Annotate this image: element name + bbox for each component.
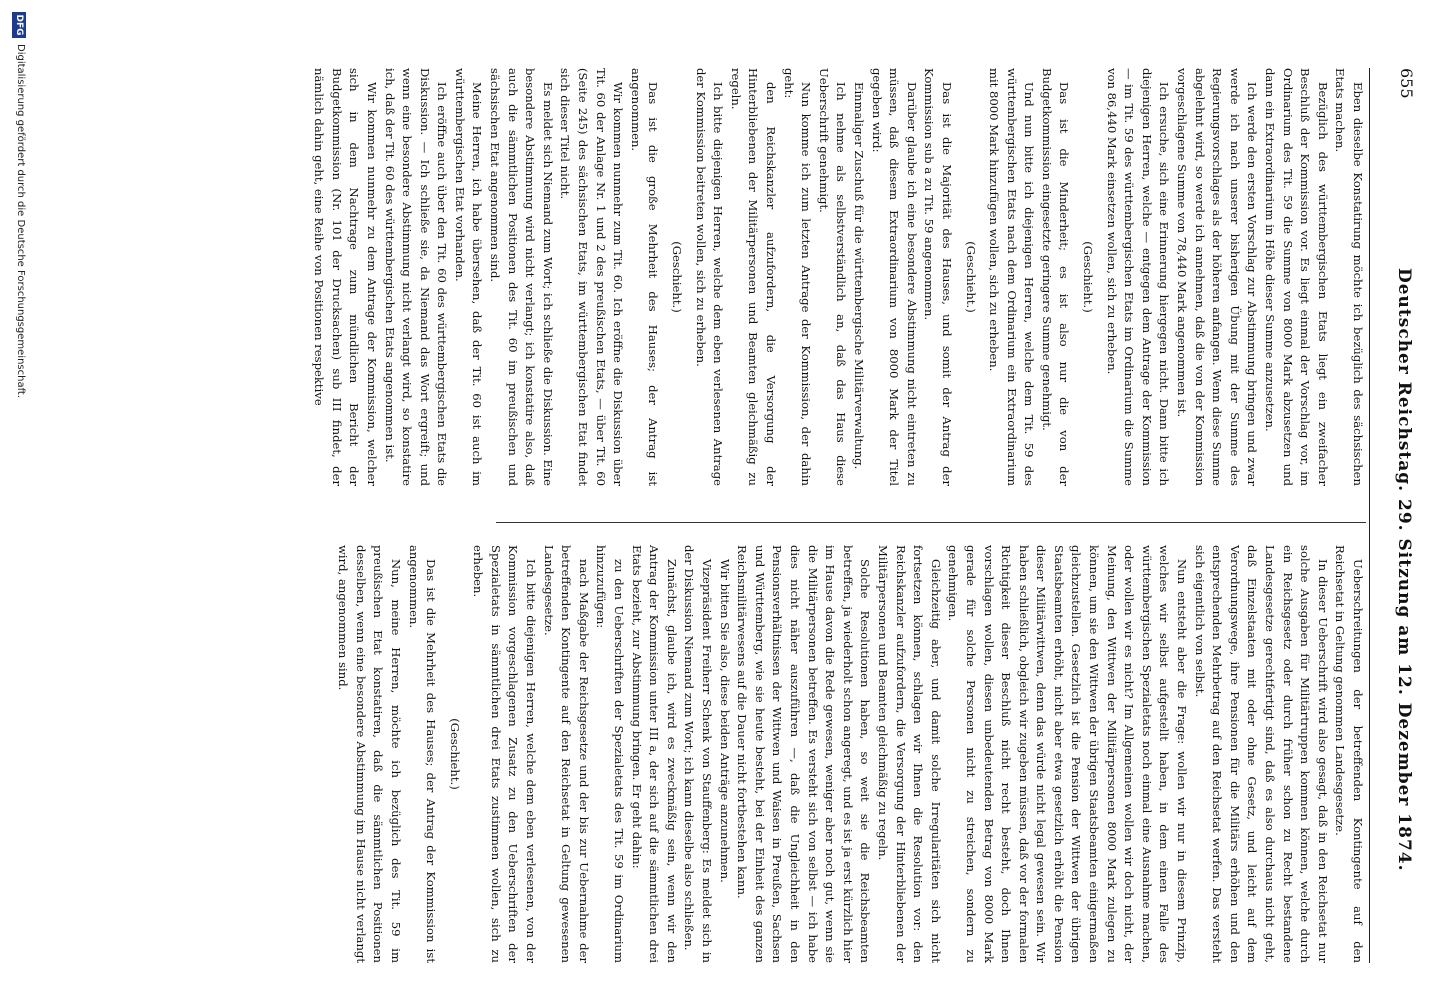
paragraph: Das ist die Mehrheit des Hauses; der Antrag der Kommission ist angenommen. [406,545,439,963]
paragraph: Wir bitten Sie also, diese beiden Anträge anzunehmen. [717,559,732,883]
paragraph: Ich bitte diejenigen Herren, welche dem eben verlesenen Antrage der Kommission beitreten wollen, sich zu erheben. [693,68,726,486]
paragraph: Zunächst, glaube ich, wird es zweckmäßig sein, wenn wir den Antrag der Kommission unter III a, der sich auf die sämmtlichen drei Etats bezieht, zur Abstimmung bringen. Er geht dahin: [629,545,679,963]
paragraph: zu den Ueberschriften der Spezialetats des Tit. 59 im Ordinarium hinzuzufügen: [594,545,627,963]
right-column [334,545,1366,963]
paragraph: nach Maßgabe der Reichsgesetze und der bis zur Uebernahme der betreffenden Kontingente auf den Reichsetat in Geltung gewesenen Landesgesetze. [541,545,591,963]
paragraph: Bezüglich des württembergischen Etats liegt ein zweifacher Beschluß der Kommission vor. Es liegt einmal der Vorschlag vor, im Ordinarium des Tit. 59 die Summe von 8000 Mark abzusetzen und dann ein Extraordinarium in Höhe dieser Summe anzusetzen. [1263,68,1330,486]
paragraph: Wir kommen nunmehr zu dem Antrage der Kommission, welcher sich in dem Nachtrage zum mündlichen Bericht der Budgetkommission (Nr. 101 der Drucksachen) sub III findet, der nämlich dahin geht, eine Reihe von Positionen respektive [312,68,379,486]
header-rule [1369,68,1370,963]
paragraph: Ich bitte diejenigen Herren, welche dem eben verlesenen, von der Kommission vorgeschlagenen Zusatz zu den Ueberschriften der Spezialetats in sämmtlichen drei Etats zustimmen wollen, sich zu erheben. [471,545,539,963]
paragraph: In dieser Ueberschrift wird also gesagt, daß in den Reichsetat nur solche Ausgaben für Militärtruppen kommen können, welche durch ein Reichsgesetz oder durch früher schon zu Recht bestandene Landesgesetze gerechtfertigt sind, daß es also durchaus nicht geht, daß Einzelstaaten mit oder ohne Gesetz, und leicht auf dem Verordnungswege, ihre Pensionen für die Militärs erhöhen und den entsprechenden Mehrbetrag auf den Reichsetat werfen. Das versteht sich eigentlich von selbst. [1192,545,1330,963]
stage-direction: (Geschieht.) [670,241,685,313]
dfg-logo: DFG [12,12,26,38]
page-footer [6,0,26,1000]
stage-direction: (Geschieht.) [1081,241,1096,313]
paragraph: Nun entsteht aber die Frage: wollen wir nur in diesem Prinzip, welches wir selbst aufgestellt haben, in dem einen Falle des württembergischen Spezialetats noch einmal eine Ausnahme machen, oder wollen wir es nicht? Im Allgemeinen wollen wir doch nicht, der Meinung, den Wittwen der Militärpersonen 8000 Mark zulegen zu können, um sie den Wittwen der übrigen Staatsbeamten einigermaßen gleichzustellen. Gesetzlich ist die Pension der Wittwen der übrigen Staatsbeamten erhöht, nicht aber etwa gesetzlich erhöht die Pension dieser Militärwittwen, denn das würde nicht legal gewesen sein. Wir haben schließlich, obgleich wir zugeben müssen, daß vor der formalen Richtigkeit dieser Beschluß nicht recht besteht, doch Ihnen vorschlagen wollen, diesen unbedeutenden Betrag von 8000 Mark gerade für solche Personen nicht zu streichen, sondern zu genehmigen. [946,545,1190,963]
paragraph: Gleichzeitig aber, und damit solche Irregularitäten sich nicht fortsetzen können, schlagen wir Ihnen die Resolution vor: den Reichskanzler aufzufordern, die Versorgung der Hinterbliebenen der Militärpersonen und Beamten gleichmäßig zu regeln. [875,545,943,963]
paragraph: Ich ersuche, sich eine Erinnerung hiergegen nicht. Dann bitte ich diejenigen Herren, welche — entgegen dem Antrage der Kommission — im Tit. 59 des württembergischen Etats im Ordinarium die Summe von 86,440 Mark einsetzen wollen, sich zu erheben. [1104,68,1172,486]
stage-direction: (Geschieht.) [447,718,462,790]
paragraph: Darüber glaube ich eine besondere Abstimmung nicht eintreten zu müssen, daß diesem Extraordinarium von 8000 Mark der Titel gegeben wird: [869,68,919,486]
page-header [1382,68,1426,963]
paragraph: Nun, meine Herren, möchte ich bezüglich des Tit. 59 im preußischen Etat konstatiren, daß die sämmtlichen Positionen desselben, wenn eine besondere Abstimmung im Hause nicht verlangt wird, angenommen sind. [336,545,403,963]
paragraph: Ich eröffne auch über den Tit. 60 des württembergischen Etats die Diskussion. — Ich schließe sie, da Niemand das Wort ergreift; und wenn eine besondere Abstimmung nicht verlangt wird, so konstatire ich, daß der Tit. 60 des württembergischen Etats angenommen ist. [382,68,450,486]
stage-direction: (Geschieht.) [963,241,978,313]
paragraph: Das ist die Minderheit; es ist also nur die von der Budgetkommission eingesetzte geringere Summe genehmigt. [1039,68,1072,486]
paragraph: den Reichskanzler aufzufordern, die Versorgung der Hinterbliebenen der Militärpersonen und Beamten gleichmäßig zu regeln. [728,68,778,486]
page-title: Deutscher Reichstag. 29. Sitzung am 12. Dezember 1874. [1394,268,1414,872]
paragraph: Ich werde den ersten Vorschlag zur Abstimmung bringen und zwar werde ich nach unserer bisherigen Übung mit der Summe des Regierungsvorschlages als der höheren anfangen. Wenn diese Summe abgelehnt wird, so werde ich annehmen, daß die von der Kommission vorgeschlagene Summe von 78,440 Mark angenommen ist. [1175,68,1260,486]
paragraph: Es meldet sich Niemand zum Wort; ich schließe die Diskussion. Eine besondere Abstimmung wird nicht verlangt; ich konstatire also, daß auch die sämmtlichen Positionen des Tit. 60 im preußischen und sächsischen Etat angenommen sind. [488,68,555,486]
paragraph: Vizepräsident Freiherr Schenk von Stauffenberg: Es meldet sich in der Diskussion Niemand zum Wort; ich kann dieselbe also schließen. [682,545,715,963]
paragraph: Meine Herren, ich habe übersehen, daß der Tit. 60 ist auch im württembergischen Etat vorhanden. [452,68,485,486]
paragraph: Solche Resolutionen haben, so weit sie die Reichsbeamten betreffen, ja wiederholt schon angeregt, und es ist ja erst kürzlich hier im Hause davon die Rede gewesen, weniger aber noch gut, wenn sie die Militärpersonen betreffen. Es versteht sich von selbst — ich habe dies nicht näher auszuführen —, daß die Ungleichheit in den Pensionsverhältnissen der Wittwen und Waisen in Preußen, Sachsen und Württemberg, wie sie heute besteht, bei der Einheit des ganzen Reichsmilitärwesens auf die Dauer nicht fortbestehen kann. [735,545,873,963]
paragraph: Wir kommen nunmehr zum Tit. 60. Ich eröffne die Diskussion über Tit. 60 der Anlage Nr. 1 und 2 des preußischen Etats, — über Tit. 60 (Seite 245) des sächsischen Etats, im württembergischen Etat findet sich dieser Titel nicht. [558,68,626,486]
paragraph: Ich nehme als selbstverständlich an, daß das Haus diese Ueberschrift genehmigt. [816,68,849,486]
left-column [310,68,1366,486]
paragraph: Nun komme ich zum letzten Antrage der Kommission, der dahin geht: [781,68,814,486]
paragraph: Ueberschreitungen der betreffenden Kontingente auf den Reichsetat in Geltung genommen Landesgesetze. [1333,545,1365,963]
footer-text: Digitalisierung gefördert durch die Deutsche Forschungsgemeinschaft. [15,44,26,399]
paragraph: Eben dieselbe Konstatirung möchte ich bezüglich des sächsischen Etats machen. [1333,68,1365,486]
paragraph: Das ist die große Mehrheit des Hauses; der Antrag ist angenommen. [628,68,661,486]
paragraph: Das ist die Majorität des Hauses, und somit der Antrag der Kommission sub a zu Tit. 59 angenommen. [922,68,954,486]
page-number: 655 [1397,68,1416,99]
paragraph: Einmaliger Zuschuß für die württembergische Militärverwaltung. [851,82,866,470]
paragraph: Und nun bitte ich diejenigen Herren, welche dem Tit. 59 des württembergischen Etats nach dem Ordinarium ein Extraordinarium mit 8000 Mark hinzufügen wollen, sich zu erheben. [987,68,1037,486]
column-divider [496,522,1366,523]
